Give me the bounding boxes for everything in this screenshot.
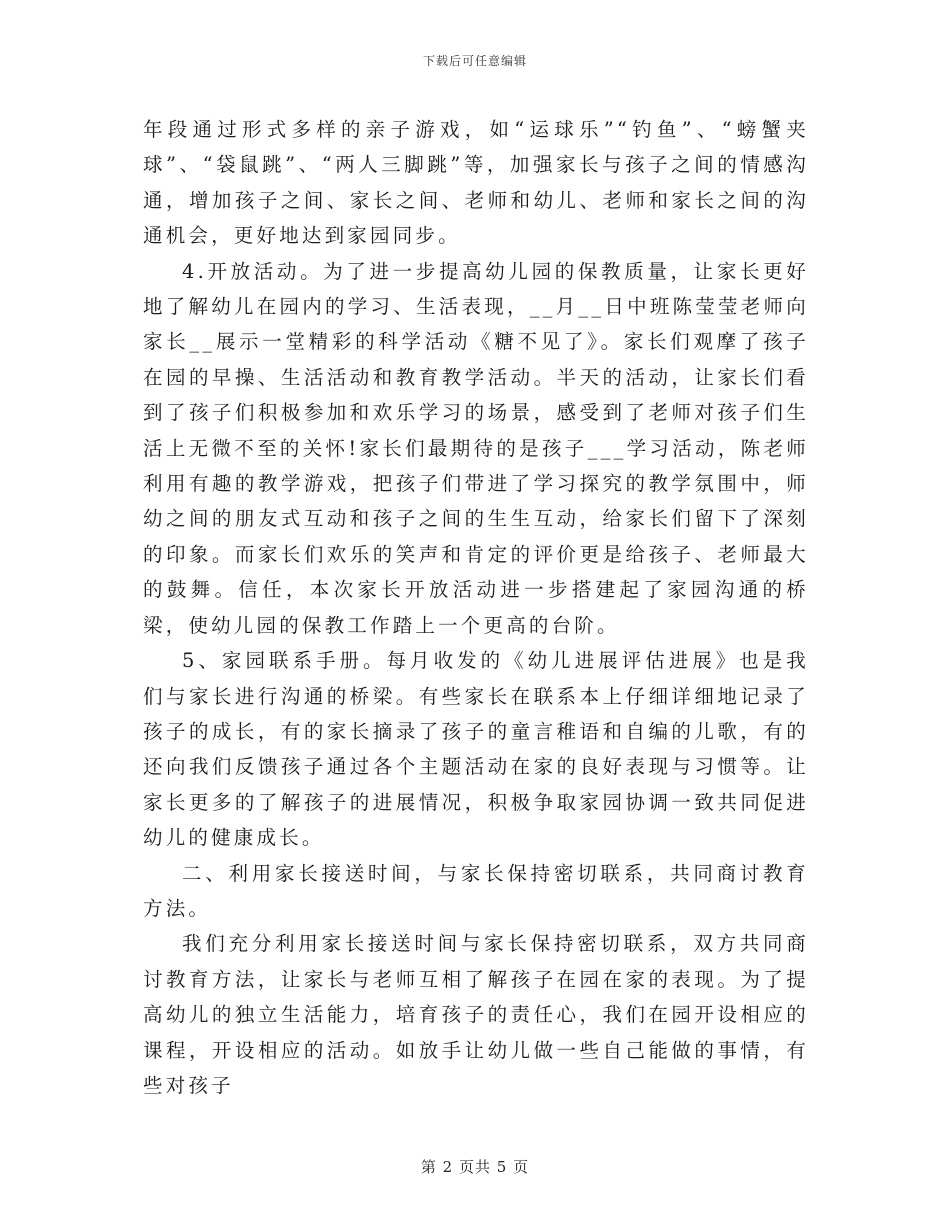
section-heading-two: 二、利用家长接送时间，与家长保持密切联系，共同商讨教育方法。	[143, 861, 809, 920]
paragraph-continuation: 年段通过形式多样的亲子游戏，如“运球乐”“钓鱼”、“螃蟹夹球”、“袋鼠跳”、“两人三脚跳”等，加强家长与孩子之间的情感沟通，增加孩子之间、家长之间、老师和幼儿、老师和家长之间的沟通机会，更好地达到家园同步。	[143, 118, 809, 248]
paragraph-contact-handbook: 5、家园联系手册。每月收发的《幼儿进展评估进展》也是我们与家长进行沟通的桥梁。有些家长在联系本上仔细详细地记录了孩子的成长，有的家长摘录了孩子的童言稚语和自编的儿歌，有的还向我们反馈孩子通过各个主题活动在家的良好表现与习惯等。让家长更多的了解孩子的进展情况，积极争取家园协调一致共同促进幼儿的健康成长。	[143, 649, 809, 850]
paragraph-pickup-time: 我们充分利用家长接送时间与家长保持密切联系，双方共同商讨教育方法，让家长与老师互相了解孩子在园在家的表现。为了提高幼儿的独立生活能力，培育孩子的责任心，我们在园开设相应的课程，开设相应的活动。如放手让幼儿做一些自己能做的事情，有些对孩子	[143, 932, 809, 1097]
page-number: 第 2 页共 5 页	[420, 1158, 530, 1176]
document-body	[143, 112, 809, 1103]
paragraph-open-activity: 4.开放活动。为了进一步提高幼儿园的保教质量，让家长更好地了解幼儿在园内的学习、生活表现，__月__日中班陈莹莹老师向家长__展示一堂精彩的科学活动《糖不见了》。家长们观摩了孩子在园的早操、生活活动和教育教学活动。半天的活动，让家长们看到了孩子们积极参加和欢乐学习的场景，感受到了老师对孩子们生活上无微不至的关怀!家长们最期待的是孩子___学习活动，陈老师利用有趣的教学游戏，把孩子们带进了学习探究的教学氛围中，师幼之间的朋友式互动和孩子之间的生生互动，给家长们留下了深刻的印象。而家长们欢乐的笑声和肯定的评价更是给孩子、老师最大的鼓舞。信任，本次家长开放活动进一步搭建起了家园沟通的桥梁，使幼儿园的保教工作踏上一个更高的台阶。	[143, 259, 809, 637]
page-header: 下载后可任意编辑	[422, 54, 527, 68]
